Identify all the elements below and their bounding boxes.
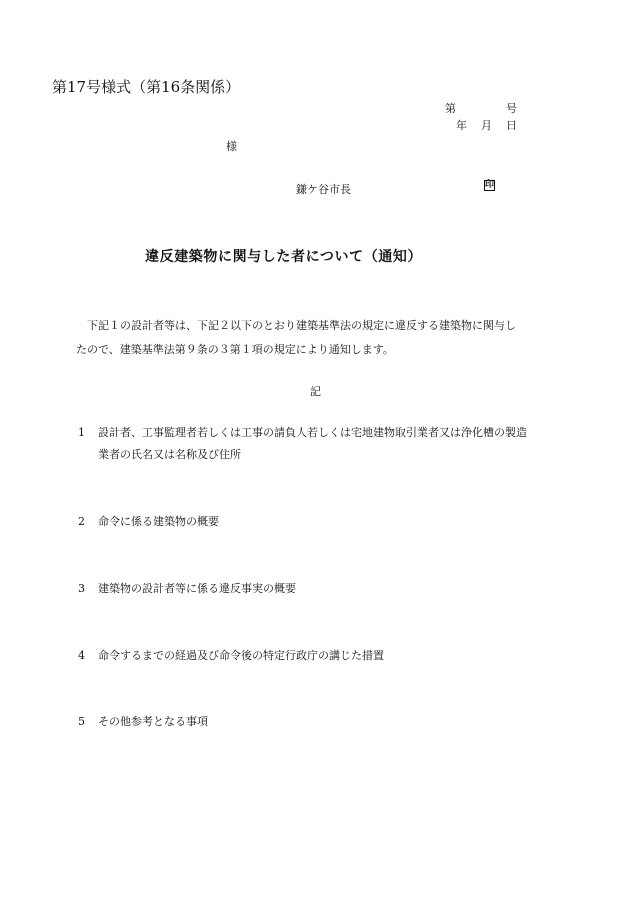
document-number	[445, 100, 517, 116]
item-text: 命令するまでの経過及び命令後の特定行政庁の講じた措置	[98, 649, 384, 662]
body-line-1: 下記１の設計者等は、下記２以下のとおり建築基準法の規定に違反する建築物に関与し	[87, 319, 516, 332]
item-text: 命令に係る建築物の概要	[98, 515, 219, 528]
seal-stamp: 印	[485, 180, 495, 190]
document-number-suffix: 号	[506, 102, 517, 115]
item-number: 5	[78, 715, 85, 728]
item-number: 2	[78, 515, 85, 528]
list-item	[78, 645, 384, 667]
document-title: 違反建築物に関与した者について（通知）	[145, 249, 423, 265]
item-text: その他参考となる事項	[98, 715, 208, 728]
list-item	[78, 578, 296, 600]
list-item	[78, 511, 219, 533]
item-number: 3	[78, 582, 85, 595]
body-paragraph	[76, 314, 556, 362]
item-text: 建築物の設計者等に係る違反事実の概要	[98, 582, 296, 595]
body-line-2: たので、建築基準法第９条の３第１項の規定により通知します。	[76, 343, 394, 356]
issue-date	[456, 117, 517, 133]
sender-name: 鎌ケ谷市長	[296, 183, 351, 196]
list-item	[78, 422, 527, 466]
item-text-continued: 業者の氏名又は名称及び住所	[98, 448, 241, 461]
item-number: 4	[78, 649, 85, 662]
item-text: 設計者、工事監理者若しくは工事の請負人若しくは宅地建物取引業者又は浄化槽の製造	[98, 426, 527, 439]
date-month: 月	[481, 119, 492, 132]
date-day: 日	[506, 119, 517, 132]
date-year: 年	[456, 119, 467, 132]
ki-heading: 記	[310, 385, 321, 398]
item-number: 1	[78, 426, 85, 439]
document-number-prefix: 第	[445, 102, 456, 115]
addressee-honorific: 様	[226, 140, 237, 153]
list-item	[78, 711, 208, 733]
form-number: 第17号様式（第16条関係）	[52, 78, 241, 96]
